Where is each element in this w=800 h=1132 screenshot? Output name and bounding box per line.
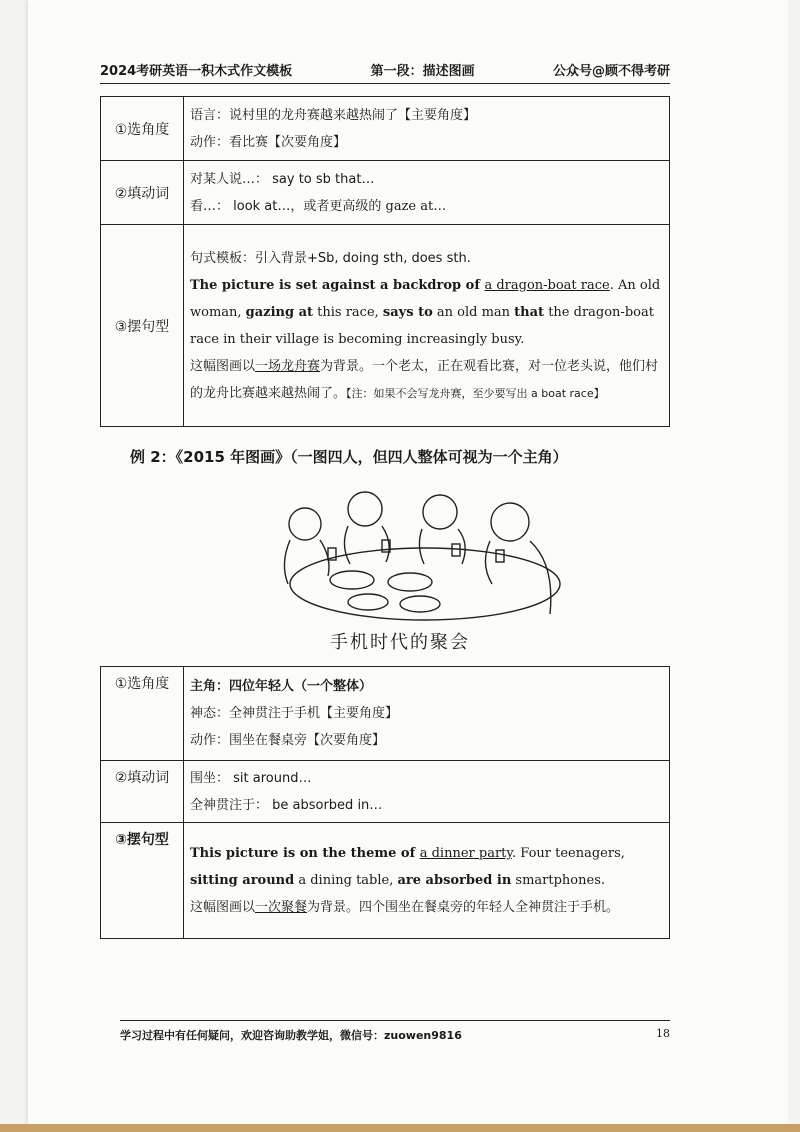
method-table-2 bbox=[100, 666, 670, 939]
row-label: ②填动词 bbox=[101, 161, 184, 225]
person-body-icon bbox=[419, 529, 465, 564]
page-number: 18 bbox=[656, 1027, 670, 1040]
footer-text: 学习过程中有任何疑问，欢迎咨询助教学姐，微信号：zuowen9816 bbox=[120, 1029, 462, 1042]
row-content bbox=[184, 225, 670, 427]
chinese-sentence bbox=[190, 894, 663, 921]
row-content bbox=[184, 667, 670, 761]
content-line bbox=[190, 193, 663, 220]
person-body-icon bbox=[284, 540, 329, 584]
content-text: 一场龙舟赛 bbox=[255, 358, 321, 374]
plate-icon bbox=[330, 571, 374, 589]
content-text: 这幅图画以 bbox=[190, 900, 256, 915]
person-head-icon bbox=[289, 508, 321, 540]
content-text: gazing at bbox=[245, 304, 314, 320]
content-line: 神态：全神贯注于手机【主要角度】 bbox=[190, 706, 399, 721]
header-left: 2024考研英语一积木式作文模板 bbox=[100, 64, 293, 79]
table-row bbox=[101, 97, 670, 161]
row-label: ①选角度 bbox=[101, 97, 184, 161]
content-text: are absorbed in bbox=[397, 873, 512, 888]
table-row bbox=[101, 823, 670, 939]
content-text: says to bbox=[382, 304, 433, 320]
row-label: ③摆句型 bbox=[101, 225, 184, 427]
plate-icon bbox=[400, 596, 440, 612]
content-line: 句式模板：引入背景+Sb, doing sth, does sth. bbox=[190, 250, 471, 266]
phone-icon bbox=[452, 544, 460, 556]
page-header bbox=[100, 60, 670, 84]
illustration-caption: 手机时代的聚会 bbox=[330, 632, 470, 653]
content-text: a dining table, bbox=[294, 873, 398, 888]
method-table-1 bbox=[100, 96, 670, 427]
page-edge bbox=[0, 1124, 800, 1132]
row-content bbox=[184, 761, 670, 823]
page-footer bbox=[120, 1020, 670, 1043]
row-content bbox=[184, 97, 670, 161]
table-row bbox=[101, 225, 670, 427]
content-line: 语言：说村里的龙舟赛越来越热闹了【主要角度】 bbox=[190, 107, 477, 123]
content-text: 一次聚餐 bbox=[255, 900, 308, 915]
content-text: gaze at… bbox=[385, 198, 447, 214]
content-line: 动作：看比赛【次要角度】 bbox=[190, 134, 347, 150]
plate-icon bbox=[388, 573, 432, 591]
content-text: . An old woman, bbox=[190, 277, 661, 320]
content-text: this race, bbox=[313, 304, 383, 320]
content-text: 看…： look at…，或者更高级的 bbox=[190, 198, 386, 214]
english-sentence bbox=[190, 840, 663, 894]
content-text: smartphones. bbox=[511, 873, 605, 888]
example-title: 例 2：《2015 年图画》（一图四人，但四人整体可视为一个主角） bbox=[130, 448, 568, 466]
row-label: ②填动词 bbox=[101, 761, 184, 823]
dining-table-icon bbox=[290, 548, 560, 620]
person-head-icon bbox=[491, 503, 529, 541]
content-text: . Four teenagers, bbox=[512, 846, 625, 861]
content-text: The picture is set against a backdrop of bbox=[190, 277, 485, 293]
chinese-sentence bbox=[190, 353, 663, 407]
row-label: ③摆句型 bbox=[101, 823, 184, 939]
content-text: a dinner party bbox=[419, 846, 512, 861]
table-row bbox=[101, 667, 670, 761]
content-text: 为背景。四个围坐在餐桌旁的年轻人全神贯注于手机。 bbox=[307, 900, 620, 915]
content-text: sitting around bbox=[190, 873, 295, 888]
content-line: 对某人说…： say to sb that… bbox=[190, 171, 375, 187]
content-text: 这幅图画以 bbox=[190, 358, 256, 374]
content-text: that bbox=[514, 304, 545, 320]
row-content bbox=[184, 161, 670, 225]
row-content bbox=[184, 823, 670, 939]
person-head-icon bbox=[348, 492, 382, 526]
table-row bbox=[101, 761, 670, 823]
row-label: ①选角度 bbox=[101, 667, 184, 761]
header-right: 公众号@顾不得考研 bbox=[552, 64, 670, 79]
phone-icon bbox=[496, 550, 504, 562]
english-sentence bbox=[190, 272, 663, 353]
content-line: 主角：四位年轻人（一个整体） bbox=[190, 679, 373, 694]
content-line: 全神贯注于： be absorbed in… bbox=[190, 797, 383, 813]
content-text: This picture is on the theme of bbox=[190, 846, 420, 861]
note-text: 【注：如果不会写龙舟赛，至少要写出 a boat race】 bbox=[346, 386, 605, 400]
content-line: 动作：围坐在餐桌旁【次要角度】 bbox=[190, 733, 386, 748]
table-row bbox=[101, 161, 670, 225]
content-text: a dragon-boat race bbox=[484, 277, 610, 293]
plate-icon bbox=[348, 594, 388, 610]
content-line: 围坐： sit around… bbox=[190, 770, 312, 786]
person-head-icon bbox=[423, 495, 457, 529]
header-center: 第一段：描述图画 bbox=[370, 64, 475, 79]
dinner-party-illustration bbox=[270, 484, 570, 624]
content-text: an old man bbox=[432, 304, 515, 320]
content-text: the dragon-boat race in their village is becoming increasingly busy. bbox=[190, 304, 654, 347]
content-text: 为背景。一个老太，正在观看比赛，对一位老头说，他们村的龙舟比赛越来越热闹了。 bbox=[190, 358, 659, 401]
